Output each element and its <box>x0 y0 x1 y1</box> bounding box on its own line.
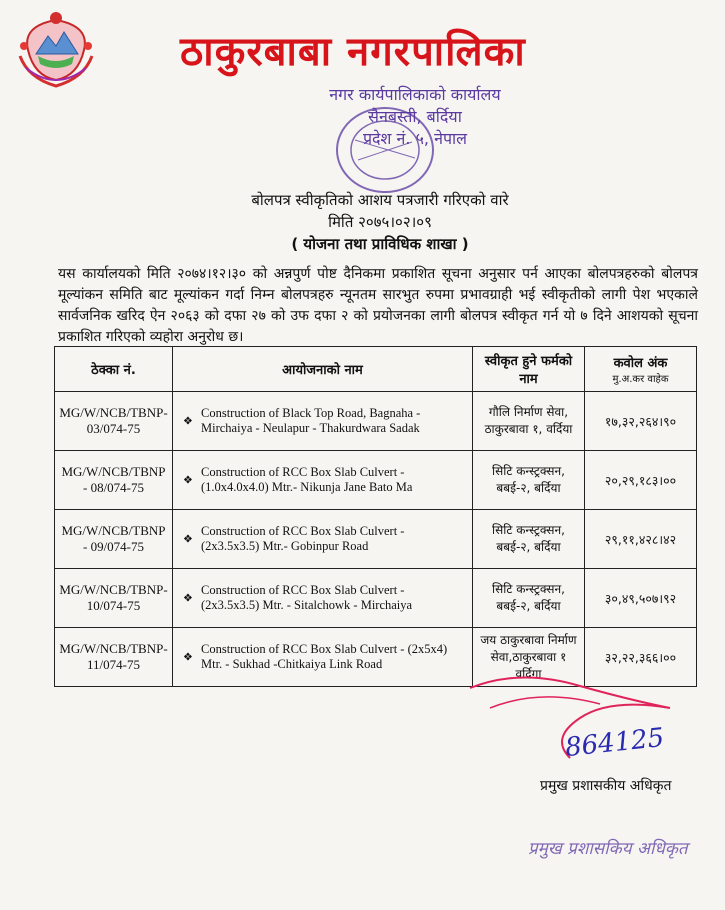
subject-date: मिति २०७५।०२।०९ <box>328 213 432 231</box>
header-bid-amount-label: कवोल अंक <box>613 356 668 371</box>
table-row <box>55 392 697 451</box>
table-row <box>55 451 697 510</box>
accepted-bids-table <box>54 346 697 687</box>
office-stamp <box>330 100 440 200</box>
amount-cell: २०,२९,१८३।०० <box>585 451 697 510</box>
project-cell <box>173 510 473 569</box>
diamond-bullet-icon: ❖ <box>183 415 193 428</box>
table-row <box>55 510 697 569</box>
project-cell <box>173 451 473 510</box>
firm-cell: सिटि कन्स्ट्रक्सन, बबई-२, बर्दिया <box>473 510 585 569</box>
firm-cell: सिटि कन्स्ट्रक्सन, बबई-२, बर्दिया <box>473 569 585 628</box>
nepal-emblem-icon <box>8 6 104 92</box>
header-bid-amount <box>585 347 697 392</box>
subject-block <box>170 189 590 255</box>
amount-cell: ३२,२२,३६६।०० <box>585 628 697 687</box>
header-contract-no: ठेक्का नं. <box>55 347 173 392</box>
office-line: प्रदेश नं. ५, नेपाल <box>362 129 468 148</box>
diamond-bullet-icon: ❖ <box>183 474 193 487</box>
diamond-bullet-icon: ❖ <box>183 592 193 605</box>
department-name: ( योजना तथा प्राविधिक शाखा ) <box>291 235 469 253</box>
contract-no-cell: MG/W/NCB/TBNP-03/074-75 <box>55 392 173 451</box>
table-row <box>55 569 697 628</box>
subject-title: बोलपत्र स्वीकृतिको आशय पत्रजारी गरिएको वारे <box>251 191 509 209</box>
signature-number: 864125 <box>563 722 666 764</box>
officer-stamp-text: प्रमुख प्रशासकिय अधिकृत <box>528 839 688 859</box>
header-project-name: आयोजनाको नाम <box>173 347 473 392</box>
header-bid-amount-sub: मु.अ.कर वाहेक <box>612 374 669 385</box>
contract-no-cell: MG/W/NCB/TBNP-11/074-75 <box>55 628 173 687</box>
project-name: Construction of RCC Box Slab Culvert - (1.0x4.0x4.0) Mtr.- Nikunja Jane Bato Ma <box>201 465 413 494</box>
project-cell <box>173 628 473 687</box>
diamond-bullet-icon: ❖ <box>183 651 193 664</box>
project-cell <box>173 569 473 628</box>
table-header-row <box>55 347 697 392</box>
municipality-name: ठाकुरबाबा नगरपालिका <box>180 29 526 75</box>
firm-cell: सिटि कन्स्ट्रक्सन, बबई-२, बर्दिया <box>473 451 585 510</box>
project-name: Construction of RCC Box Slab Culvert - (2x3.5x3.5) Mtr.- Gobinpur Road <box>201 524 405 553</box>
amount-cell: १७,३२,२६४।९० <box>585 392 697 451</box>
firm-cell: जय ठाकुरबावा निर्माण सेवा,ठाकुरबावा १ वर्दिगा <box>473 628 585 687</box>
office-line: नगर कार्यपालिकाको कार्यालय <box>329 85 501 104</box>
diamond-bullet-icon: ❖ <box>183 533 193 546</box>
project-name: Construction of RCC Box Slab Culvert - (2x5x4) Mtr. - Sukhad -Chitkaiya Link Road <box>201 642 448 671</box>
contract-no-cell: MG/W/NCB/TBNP - 09/074-75 <box>55 510 173 569</box>
project-name: Construction of Black Top Road, Bagnaha - Mirchaiya - Neulapur - Thakurdwara Sadak <box>201 406 421 435</box>
amount-cell: २९,११,४२८।४२ <box>585 510 697 569</box>
project-cell <box>173 392 473 451</box>
firm-cell: गौलि निर्माण सेवा, ठाकुरबावा १, वर्दिया <box>473 392 585 451</box>
project-name: Construction of RCC Box Slab Culvert - (2x3.5x3.5) Mtr. - Sitalchowk - Mirchaiya <box>201 583 413 612</box>
contract-no-cell: MG/W/NCB/TBNP - 08/074-75 <box>55 451 173 510</box>
officer-title: प्रमुख प्रशासकीय अधिकृत <box>540 778 672 794</box>
office-line: सैनबस्ती, बर्दिया <box>368 107 462 126</box>
notice-body: यस कार्यालयको मिति २०७४।१२।३० को अन्नपुर्ण पोष्ट दैनिकमा प्रकाशित सूचना अनुसार पर्न आएका बोलपत्रहरुको बोलपत्र मूल्यांकन समिति बाट मूल्यांकन गर्दा निम्न बोलपत्रहरु न्यूनतम सारभुत रुपमा प्रभावग्राही भई स्वीकृतीको लागी पेश भएकाले सार्वजनिक खरिद ऐन २०६३ को दफा २७ को उफ दफा २ को प्रयोजनका लागी बोलपत्र स्वीकृत गर्न यो ७ दिने आशयको सूचना प्रकाशित गरिएको व्यहोरा अनुरोध छ। <box>58 266 698 345</box>
amount-cell: ३०,४९,५०७।९२ <box>585 569 697 628</box>
contract-no-cell: MG/W/NCB/TBNP-10/074-75 <box>55 569 173 628</box>
header-firm-name: स्वीकृत हुने फर्मको नाम <box>473 347 585 392</box>
